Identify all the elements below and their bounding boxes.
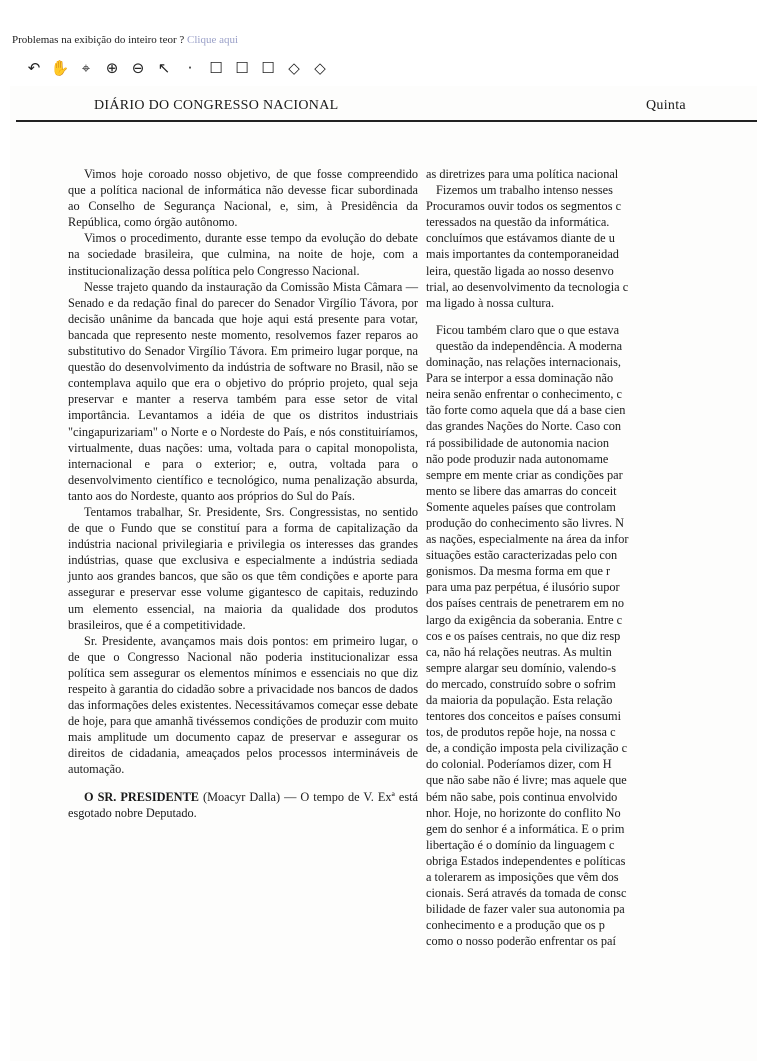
single-page-icon[interactable]: ☐	[209, 59, 223, 77]
paragraph: Vimos o procedimento, durante esse tempo da evolução do debate na sociedade brasileira, que culmina, na noite de hoje, com a institucionalização dessa política pelo Congresso Nacional.	[68, 231, 418, 278]
paragraph: Nesse trajeto quando da instauração da Comissão Mista Câmara — Senado e da redação final do parecer do Senador Virgílio Távora, por decisão unânime da bancada que hoje aqui está presente para votar, bancada que represento neste momento, resolvemos fazer reparos ao substitutivo do Senador Virgílio Távora. Em primeiro lugar porque, na questão do desenvolvimento da indústria de software no Brasil, não se contemplava aquilo que era o objetivo do próprio projeto, qual seja preservar e manter a reserva também para esse setor de vital importância. Levantamos a idéia de que os distritos industriais "cingapurizariam" o Norte e o Nordeste do País, e nós constituiríamos, virtualmente, duas nações: uma, voltada para o capital monopolista, internacional e para o exterior; e, outra, voltada para o desenvolvimento científico e tecnológico, numa penalização absurda, tanto aos do Nordeste, quanto aos próprios do Sul do País.	[68, 279, 418, 503]
text-line: tão forte como aquela que dá a base cien	[426, 403, 626, 418]
text-line: bilidade de fazer valer sua autonomia pa	[426, 902, 625, 917]
right-block-2	[426, 322, 757, 950]
paragraph: Sr. Presidente, avançamos mais dois pontos: em primeiro lugar, o de que o Congresso Nacional não poderia institucionalizar essa política sem assegurar os elementos mínimos e essenciais no que diz respeito à garantia do cidadão sobre a privacidade nos bancos de dados das informações deles existentes. Necessitávamos começar esse debate de hoje, para que amanhã tivéssemos condições de produzir com muito mais amplitude um documento capaz de preservar e assegurar os direitos de cidadania, ameaçados pelos processos intermináveis de automação.	[68, 633, 419, 777]
text-line: neira senão enfrentar o conhecimento, c	[426, 387, 622, 402]
text-line: de, a condição imposta pela civilização c	[426, 741, 628, 756]
text-line: como o nosso poderão enfrentar os paí	[426, 934, 616, 949]
text-line: teressados na questão da informática.	[426, 215, 610, 230]
viewer-notice	[12, 34, 238, 46]
text-line: produção do conhecimento são livres. N	[426, 515, 625, 530]
prev-icon[interactable]: ◇	[288, 59, 300, 77]
pdf-toolbar	[22, 56, 334, 80]
text-line: cionais. Será através da tomada de consc	[426, 886, 627, 901]
text-line: Fizemos um trabalho intenso nesses	[436, 183, 613, 198]
text-line: da maioria da população. Esta relação	[426, 693, 613, 707]
zoom-out-icon[interactable]: ⊖	[131, 59, 145, 77]
journal-title: DIÁRIO DO CONGRESSO NACIONAL	[94, 98, 339, 113]
text-line: Para se interpor a essa dominação não	[426, 371, 614, 386]
text-line: Procuramos ouvir todos os segmentos c	[426, 199, 622, 214]
speaker-name: O SR. PRESIDENTE	[84, 789, 199, 804]
text-line: bém não sabe, pois continua envolvido	[426, 789, 618, 804]
text-line: questão da independência. A moderna	[436, 338, 623, 353]
paragraph: Tentamos trabalhar, Sr. Presidente, Srs. Congressistas, no sentido de que o Fundo que se constituí para a forma de capitalização da indústria nacional privilegiaria e privilegia os interesses das grandes indústrias, quase que exclusiva e especialmente a indústria sediada junto aos grandes bancos, que são os que têm condições e aporte para assegurar e preservar esse volume gigantesco de capitais, reduzindo um elemento essencial, na maioria da qualidade dos produtos brasileiros, que é a competitividade.	[68, 504, 418, 632]
text-line: sempre alargar seu domínio, valendo-s	[426, 660, 616, 675]
next-icon[interactable]: ◇	[314, 59, 326, 77]
pointer-icon[interactable]: ↖	[157, 59, 171, 77]
select-icon[interactable]: ⌖	[81, 59, 91, 77]
speaker-paragraph	[68, 789, 418, 821]
hand-icon[interactable]: ✋	[50, 59, 70, 77]
text-line: as diretrizes para uma política nacional	[426, 167, 619, 181]
grid-icon[interactable]: ☐	[261, 59, 275, 77]
text-line: do colonial. Poderíamos dizer, com H	[426, 757, 612, 772]
rotate-left-icon[interactable]: ↶	[27, 59, 41, 77]
text-line: sempre em mente criar as condições par	[426, 467, 623, 482]
text-line: nhor. Hoje, no horizonte do conflito No	[426, 805, 621, 820]
zoom-in-icon[interactable]: ⊕	[105, 59, 119, 77]
document-page	[10, 86, 757, 1061]
text-line: tos, de produtos repõe hoje, na nossa c	[426, 725, 616, 740]
text-line: do mercado, construído sobre o sofrim	[426, 676, 616, 691]
left-column	[68, 166, 418, 821]
text-line: leira, questão ligada ao nosso desenvo	[426, 263, 614, 278]
text-line: conhecimento e a produção que os p	[426, 918, 605, 933]
text-line: gonismos. Da mesma forma em que r	[426, 564, 611, 579]
text-line: dominação, nas relações internacionais,	[426, 355, 621, 370]
text-line: concluímos que estávamos diante de u	[426, 231, 615, 246]
text-line: dos países centrais de penetrarem em no	[426, 596, 625, 611]
speaker-text: (Moacyr Dalla) — O tempo de V. Exª está esgotado nobre Deputado.	[68, 789, 419, 820]
text-line: mento se libere das amarras do conceit	[426, 483, 617, 498]
text-line: tentores dos conceitos e países consumi	[426, 709, 621, 724]
right-block-1	[426, 166, 757, 311]
text-line: Ficou também claro que o que estava	[436, 322, 620, 337]
text-line: que não sabe não é livre; mas aquele que	[426, 773, 627, 788]
weekday: Quinta	[646, 98, 686, 113]
text-line: mais importantes da contemporaneidad	[426, 247, 619, 262]
text-line: rá possibilidade de autonomia nacion	[426, 435, 610, 450]
dot-icon[interactable]: ·	[187, 59, 193, 77]
text-line: gem do senhor é a informática. E o prim	[426, 821, 625, 836]
text-line: não pode produzir nada autonomame	[426, 451, 609, 466]
text-line: Somente aqueles países que controlam	[426, 499, 616, 514]
click-here-link[interactable]: Clique aqui	[187, 34, 239, 46]
text-line: situações estão caracterizadas pelo con	[426, 548, 618, 563]
text-line: a tolerarem as imposições que vêm dos	[426, 870, 619, 885]
text-line: largo da exigência da soberania. Entre c	[426, 612, 623, 627]
problem-text: Problemas na exibição do inteiro teor ?	[12, 34, 185, 46]
text-line: ca, não há relações neutras. As multin	[426, 644, 612, 659]
running-header	[10, 98, 757, 120]
text-line: as nações, especialmente na área da infor	[426, 532, 629, 547]
text-line: libertação é o domínio da linguagem c	[426, 837, 615, 852]
two-page-icon[interactable]: ☐	[235, 59, 249, 77]
text-line: obriga Estados independentes e políticas	[426, 853, 626, 868]
text-line: cos e os países centrais, no que diz resp	[426, 628, 621, 643]
header-rule	[16, 120, 757, 122]
text-line: trial, ao desenvolvimento da tecnologia c	[426, 279, 629, 294]
paragraph: Vimos hoje coroado nosso objetivo, de que fosse compreendido que a política nacional de informática não devesse ficar subordinada ao Conselho de Segurança Nacional, e, sim, à Presidência da República, como órgão autônomo.	[68, 167, 418, 230]
text-line: das grandes Nações do Norte. Caso con	[426, 419, 621, 434]
text-line: para uma paz perpétua, é ilusório supor	[426, 580, 620, 595]
right-column	[426, 166, 757, 950]
text-line: ma ligado à nossa cultura.	[426, 295, 555, 310]
